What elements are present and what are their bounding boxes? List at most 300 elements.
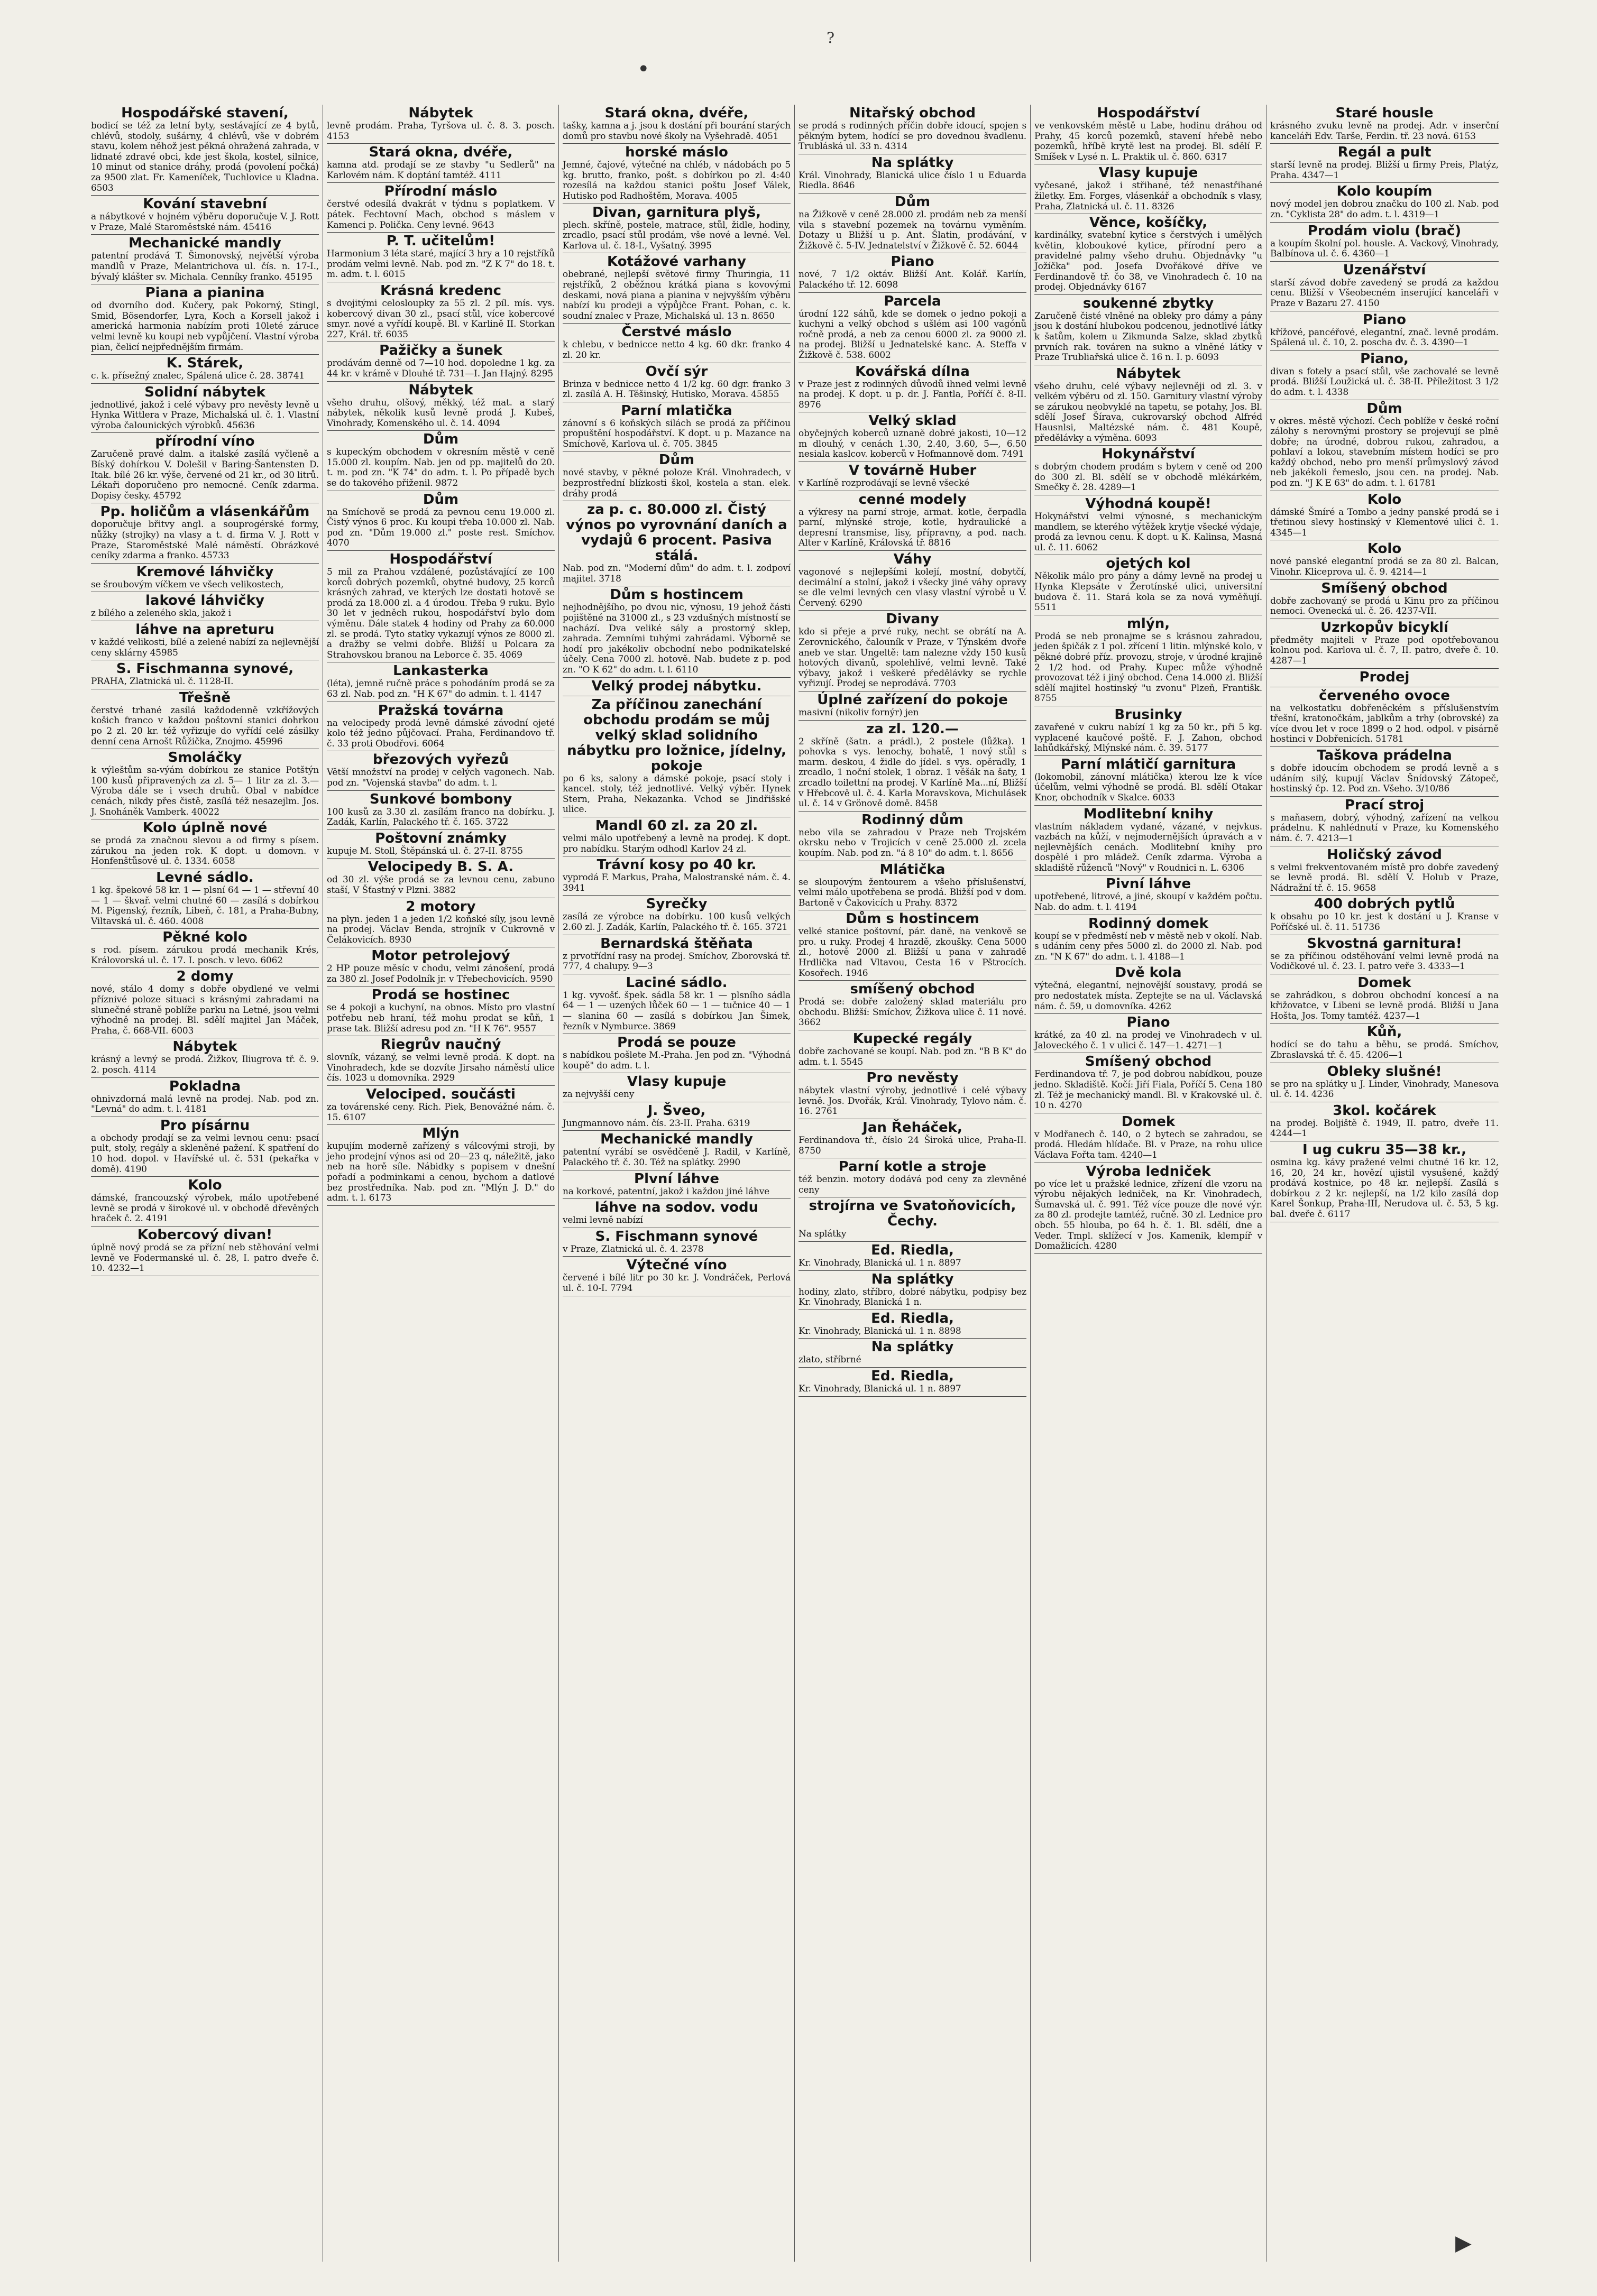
ad-text: vagonové s nejlepšími kolejí, mostní, dobytčí, decimální a stolní, jakož i všecky jiné váhy opravy se dle velmi levných cen vlasy vlastní výrobě u V. Červený. 6290 bbox=[798, 567, 1026, 608]
ad-heading: Ed. Riedla, bbox=[871, 1368, 954, 1384]
classified-ad bbox=[563, 1170, 791, 1200]
ad-heading: J. Šveo, bbox=[647, 1102, 706, 1119]
classified-ad bbox=[91, 564, 319, 593]
ad-text: nové, stálo 4 domy s dobře obydlené ve velmi příznivé poloze situaci s krásnými zahradami na slunečné straně poblíže parku na Letné, jsou velmi výhodně na prodej. Bl. sdělí majitel Jan Máček, Praha, č. 668-VII. 6003 bbox=[91, 984, 319, 1036]
ad-heading: červeného ovoce bbox=[1319, 687, 1450, 704]
classified-ad bbox=[563, 1073, 791, 1102]
ad-heading: za zl. 120.— bbox=[866, 721, 959, 737]
ad-heading: Rodinný dům bbox=[861, 812, 963, 828]
ad-text: kupujím moderně zařízený s válcovými stroji, by jeho prodejní výnos asi od 20—23 q, náležitě, jako neb na horě síle. Nábidky s popisem v dnešní pořadí a podminkami a cenou, bychom a datlové bez prostředníka. Nab. pod zn. "Mlýn J. D." do adm. t. l. 6173 bbox=[327, 1141, 555, 1204]
classified-ad bbox=[1034, 295, 1262, 365]
ad-heading: za p. c. 80.000 zl. Čistý výnos po vyrovnání daních a vydajů 6 procent. Pasiva stálá. bbox=[566, 502, 787, 564]
ad-text: vlastním nákladem vydané, vázané, v nejvkus. vazbách na kůží, v nejmodernějších úpravách a v nejlevnějších cenách. Modlitební knihy pro dospělé i pro mládež. Ceník zdarma. Výroba a skladiště růženců "Nový" v Roudnici n. L. 6306 bbox=[1034, 821, 1262, 873]
ad-text: s velmi frekventovaném místě pro dobře zavedený se levně prodá. Bl. sdělí V. Holub v Praze, Nádražní tř. č. 15. 9658 bbox=[1270, 862, 1499, 893]
ad-heading: Pro písárnu bbox=[160, 1117, 250, 1133]
ad-text: hodiny, zlato, stříbro, dobré nábytku, podpisy bez Kr. Vinohrady, Blanická 1 n. bbox=[798, 1286, 1026, 1308]
classified-ad bbox=[1034, 806, 1262, 876]
classified-ad bbox=[91, 503, 319, 563]
classified-ad bbox=[327, 233, 555, 282]
ad-heading: Na splátky bbox=[871, 1339, 954, 1356]
classified-ad bbox=[798, 910, 1026, 981]
ad-column bbox=[795, 105, 1031, 2262]
ad-heading: Motor petrolejový bbox=[371, 948, 510, 964]
classified-ad bbox=[91, 968, 319, 1038]
ad-heading: Nábytek bbox=[1116, 365, 1181, 382]
classified-ad bbox=[1270, 144, 1499, 183]
classified-ad bbox=[327, 830, 555, 859]
classified-ad bbox=[327, 859, 555, 898]
ad-text: c. k. přísežný znalec, Spálená ulice č. 28. 38741 bbox=[91, 371, 305, 382]
ad-text: divan s fotely a psací stůl, vše zachovalé se levně prodá. Bližší Loužická ul. č. 38-II. Příležitost 3 1/2 do adm. t. l. 4338 bbox=[1270, 366, 1499, 398]
ad-text: masivní (nikoliv fornýr) jen bbox=[798, 707, 919, 718]
classified-ad bbox=[327, 144, 555, 183]
classified-ad bbox=[1034, 555, 1262, 615]
ad-text: Několik málo pro pány a dámy levně na prodej u Hynka Klepsáte v Žerotínské ulici, universitní budova č. 11. Stará kola se za nová vyměňují. 5511 bbox=[1034, 571, 1262, 613]
classified-ad bbox=[91, 749, 319, 819]
ad-heading: Riegrův naučný bbox=[380, 1037, 501, 1053]
ad-heading: Velocipedy B. S. A. bbox=[368, 859, 514, 875]
ad-text: nábytek vlastní výroby, jednotlivé i celé výbavy levně. Jos. Dvořák, Král. Vinohrady, Tylovo nám. č. 16. 2761 bbox=[798, 1085, 1026, 1117]
classified-ad bbox=[91, 1117, 319, 1177]
ad-heading: Modlitební knihy bbox=[1083, 806, 1214, 822]
ad-text: s rod. písem. zárukou prodá mechanik Krés, Královorská ul. č. 17. I. posch. v levo. 6062 bbox=[91, 945, 319, 966]
ad-heading: Velký sklad bbox=[868, 413, 957, 429]
ad-text: jednotlivé, jakož i celé výbavy pro nevěsty levně u Hynka Wittlera v Praze, Michalská ul. č. 1. Vlastní výroba čalounických výrobků. 45636 bbox=[91, 399, 319, 431]
ad-heading: Dům bbox=[423, 431, 459, 448]
ad-text: zánovní s 6 koňských silách se prodá za příčinou propuštění hospodářství. K dopt. u p. Mazance na Smíchově, Karlova ul. č. 705. 3845 bbox=[563, 418, 791, 449]
ad-heading: mlýn, bbox=[1126, 615, 1170, 632]
classified-ad bbox=[1270, 974, 1499, 1024]
ad-text: čerstvé odesílá dvakrát v týdnu s poplatkem. V pátek. Fechtovní Mach, obchod s máslem v Kamenci p. Polička. Ceny levné. 9643 bbox=[327, 199, 555, 230]
ad-heading: Kremové láhvičky bbox=[136, 564, 274, 580]
ad-text: Zaručeně čisté vlněné na obleky pro dámy a pány jsou k dostání hlubokou podcenou, jednotlivé látky k šatům, kolem u Zikmunda Salze, sklad zbytků prvních rak. továren na sukno a vlněné látky v Praze Trubliařská ulice č. 16 n. I. p. 6093 bbox=[1034, 310, 1262, 363]
classified-ad bbox=[327, 791, 555, 830]
ad-heading: Brusinky bbox=[1114, 706, 1182, 723]
ad-heading: Prodá se pouze bbox=[617, 1035, 736, 1051]
ad-heading: Taškova prádelna bbox=[1317, 747, 1452, 763]
ad-heading: Uzrkopův bicyklí bbox=[1320, 619, 1448, 635]
classified-ad bbox=[798, 253, 1026, 292]
ad-heading: Výroba ledniček bbox=[1086, 1163, 1211, 1179]
classified-ad bbox=[1270, 797, 1499, 846]
classified-ad bbox=[327, 382, 555, 431]
classified-ad bbox=[563, 935, 791, 974]
ad-heading: Za příčinou zanechání obchodu prodám se můj velký sklad solidního nábytku pro ložnice, jídelny, pokoje bbox=[567, 696, 786, 774]
classified-ad bbox=[327, 662, 555, 702]
ad-heading: Nábytek bbox=[408, 105, 473, 121]
ad-text: Brinza v bednicce netto 4 1/2 kg. 60 dgr. franko 3 zl. zasílá A. H. Těšinský, Hutisko, Morava. 45855 bbox=[563, 379, 791, 400]
classified-ad bbox=[327, 342, 555, 381]
classified-ad bbox=[563, 501, 791, 586]
classified-ad bbox=[563, 1034, 791, 1073]
ad-heading: Dům bbox=[1366, 400, 1402, 417]
ad-heading: Kotážové varhany bbox=[607, 254, 746, 270]
classified-ad bbox=[1270, 1063, 1499, 1102]
classified-ad bbox=[1034, 1014, 1262, 1053]
ad-text: po 6 ks, salony a dámské pokoje, psací stoly i kancel. stoly, též jednotlivé. Velký výběr. Hynek Stern, Praha, Nekazanka. Vchod se Jindřišské ulice. bbox=[563, 773, 791, 815]
ad-text: 5 mil za Prahou vzdálené, pozůstávající ze 100 korců dobrých pozemků, obytné budovy, 25 korců krásných zahrad, ve kterých lze dostati hotově se prodá za 18.000 zl. a 4 úrodou. Třeba 9 ruku. Bylo 30 let v jedněch rukou, hospodářství bylo dom výměnu. Dále statek 4 hodiny od Prahy za 60.000 zl. se prodá. Tyto statky vykazují výnos ze 8000 zl. a dražby se velmi dobře. Bližší u Polcara za Strahovskou branou na Leborce č. 35. 4069 bbox=[327, 567, 555, 660]
classified-ad bbox=[91, 235, 319, 284]
ad-heading: Nitařský obchod bbox=[849, 105, 976, 121]
ad-heading: Čerstvé máslo bbox=[621, 324, 732, 340]
ad-text: (lokomobil, zánovní mlátička) kterou lze k více účelům, velmi výhodně se prodá. Bl. sdělí Otakar Knor, obchodník v Skalce. 6033 bbox=[1034, 771, 1262, 803]
classified-ad bbox=[1034, 875, 1262, 915]
ad-heading: smíšený obchod bbox=[850, 981, 975, 998]
ad-text: též benzin. motory dodává pod ceny za zlevněné ceny bbox=[798, 1174, 1026, 1195]
ad-heading: Prodej bbox=[1359, 669, 1410, 685]
classified-ad bbox=[327, 1086, 555, 1125]
ad-heading: 2 motory bbox=[406, 898, 476, 915]
ad-heading: Dům bbox=[894, 193, 931, 210]
ad-text: a koupím školní pol. housle. A. Vackový, Vinohrady, Balbínova ul. č. 6. 4360—1 bbox=[1270, 238, 1499, 260]
ad-heading: Výtečné víno bbox=[626, 1257, 727, 1274]
ad-text: Kr. Vinohrady, Blanická ul. 1 n. 8897 bbox=[798, 1383, 961, 1394]
classified-ad bbox=[798, 491, 1026, 551]
classified-ad bbox=[563, 451, 791, 501]
ad-heading: Lankasterka bbox=[393, 663, 489, 679]
classified-ad bbox=[91, 1227, 319, 1276]
ad-text: Jungmannovo nám. čís. 23-II. Praha. 6319 bbox=[563, 1118, 750, 1129]
ad-text: krásný a levný se prodá. Žižkov, Iliugrova tř. č. 9. 2. posch. 4114 bbox=[91, 1054, 319, 1076]
ad-text: dobře zachované se koupí. Nab. pod zn. "B B K" do adm. t. l. 5545 bbox=[798, 1046, 1026, 1067]
classified-ad bbox=[798, 551, 1026, 611]
classified-ad bbox=[798, 1030, 1026, 1069]
ad-column bbox=[559, 105, 795, 2262]
ad-heading: Pro nevěsty bbox=[866, 1070, 959, 1086]
classified-ad bbox=[1270, 311, 1499, 351]
classified-ad bbox=[91, 1038, 319, 1077]
ad-text: na velkostatku dobřeněckém s příslušenstvím třešní, kratonočkám, jablkům a trhy (obrovské) za více dvou let v roce 1899 o 2 hod. odpol. v pisárně hostinci v Dobřenicích. 51781 bbox=[1270, 703, 1499, 745]
classified-ad bbox=[91, 105, 319, 196]
ad-text: tašky, kamna a j. jsou k dostání při bourání starých domů pro stavbu nové školy na Vyšehradě. 4051 bbox=[563, 121, 791, 142]
ad-heading: 3kol. kočárek bbox=[1333, 1102, 1436, 1119]
ad-column bbox=[87, 105, 323, 2262]
ad-text: upotřebené, litrové, a jiné, skoupí v každém počtu. Nab. do adm. t. l. 4194 bbox=[1034, 891, 1262, 913]
classified-ad bbox=[327, 491, 555, 551]
ad-text: velmi levně nabízí bbox=[563, 1215, 643, 1226]
ad-heading: Kolo koupím bbox=[1336, 183, 1433, 200]
ad-heading: Dům s hostincem bbox=[610, 587, 744, 603]
ad-heading: Hokynářství bbox=[1102, 446, 1195, 463]
classified-ad bbox=[563, 896, 791, 935]
classified-ad bbox=[1270, 351, 1499, 400]
ad-heading: I ug cukru 35—38 kr., bbox=[1302, 1142, 1467, 1158]
ad-heading: Kobercový divan! bbox=[137, 1227, 273, 1243]
ad-text: Král. Vinohrady, Blanická ulice číslo 1 u Eduarda Riedla. 8646 bbox=[798, 170, 1026, 191]
classified-ad bbox=[798, 1271, 1026, 1310]
classified-ad bbox=[1270, 669, 1499, 687]
ad-heading: Domek bbox=[1121, 1113, 1176, 1130]
ad-heading: ojetých kol bbox=[1106, 556, 1191, 572]
ad-text: velké stanice poštovní, pár. daně, na venkově se pro. u ruky. Prodej 4 hrazdě, zkoušky. Cena 5000 zl., hotově 2000 zl. Bližší u pana v zahradě Hrdlička nad Vltavou, Cesta 16 v Pštrocích. Kosořech. 1946 bbox=[798, 926, 1026, 979]
ad-heading: přírodní víno bbox=[155, 434, 255, 450]
ad-heading: Divany bbox=[886, 611, 939, 628]
ad-heading: Levné sádlo. bbox=[156, 869, 254, 886]
classified-ad bbox=[798, 691, 1026, 721]
ad-text: 2 skříně (šatn. a prádl.), 2 postele (lůžka). 1 pohovka s vys. lenochy, bohatě, 1 nový stůl s marm. deskou, 4 židle do jídel. s vys. opěradly, 1 zrcadlo, 1 noční stolek, 1 obraz. 1 věšák na šaty, 1 zrcadlo toilettní na prodej. V Karlíně Ma...ní, Bližší v Hřebcově ul. č. 4. Karla Moravskova, Michulásek ul. č. 14 v Grönově domě. 8458 bbox=[798, 736, 1026, 809]
classified-ad bbox=[1034, 964, 1262, 1014]
classified-ad bbox=[1034, 105, 1262, 164]
classified-ad bbox=[1034, 915, 1262, 965]
ad-heading: Dům bbox=[658, 452, 695, 468]
ad-text: patentní prodává T. Šimonovský, největší výroba mandlů v Praze, Melantrichova ul. čís. n. 17-I., bývalý klášter sv. Michala. Cenníky franko. 45195 bbox=[91, 251, 319, 282]
classified-ad bbox=[1270, 687, 1499, 747]
classified-ad bbox=[798, 1197, 1026, 1242]
ad-text: prodávám denně od 7—10 hod. dopoledne 1 kg. za 44 kr. v krámě v Dlouhé tř. 731—I. Jan Hajný. 8295 bbox=[327, 358, 555, 379]
classified-ad bbox=[1270, 747, 1499, 797]
ad-text: červené i bílé litr po 30 kr. J. Vondráček, Perlová ul. č. 10-I. 7794 bbox=[563, 1273, 791, 1294]
ad-text: předměty majiteli v Praze pod opotřebovanou kolnou pod. Karlova ul. č. 7, II. patro, dveře č. 10. 4287—1 bbox=[1270, 634, 1499, 666]
classified-ad bbox=[91, 660, 319, 689]
ad-heading: březových vyřezů bbox=[373, 752, 509, 768]
ad-heading: Parní mlatička bbox=[621, 402, 732, 419]
ad-text: vyčesané, jakož i střihané, též nenastřihané žiletky. Em. Forges, vlásenkář a obchodník s vlasy, Praha, Zlatnická ul. č. 11. 8326 bbox=[1034, 180, 1262, 212]
classified-ad bbox=[798, 293, 1026, 363]
classified-ad bbox=[91, 1078, 319, 1117]
ad-heading: Dům s hostincem bbox=[846, 911, 979, 927]
ad-heading: Obleky slušné! bbox=[1327, 1063, 1442, 1080]
ad-heading: Jan Řeháček, bbox=[862, 1120, 962, 1136]
classified-ad bbox=[563, 586, 791, 677]
classified-ad bbox=[1034, 214, 1262, 295]
ad-text: nové, 7 1/2 oktáv. Bližší Ant. Kolář. Karlín, Palackého tř. 12. 6098 bbox=[798, 269, 1026, 290]
classified-ad bbox=[563, 253, 791, 324]
classified-ad bbox=[798, 363, 1026, 413]
classified-ad bbox=[563, 678, 791, 696]
ad-text: s dobrým chodem prodám s bytem v ceně od 200 do 300 zl. Bl. sdělí se v obchodě mlékárkém, Smečky č. 28. 4289—1 bbox=[1034, 462, 1262, 493]
corner-arrow-icon: ▶ bbox=[1455, 2231, 1472, 2255]
classified-ad bbox=[798, 1242, 1026, 1271]
classified-ad bbox=[1270, 223, 1499, 262]
ad-heading: Smoláčky bbox=[168, 750, 242, 766]
classified-ad bbox=[1034, 1053, 1262, 1113]
classified-ad bbox=[327, 1036, 555, 1086]
ad-heading: Velký prodej nábytku. bbox=[591, 678, 762, 694]
classified-ad bbox=[563, 204, 791, 254]
ad-text: všeho druhu, celé výbavy nejlevněji od zl. 3. v velkém výběru od zl. 150. Garnitury vlastní výroby se zárukou neobvyklé na tapetu, se potahy, Jos. Bl. sdělí Josef Šírava, cukrovarský obchod Alfréd Hausnlsi, Maltézské nám. č. 481 Koupě, předělávky a výměna. 6093 bbox=[1034, 381, 1262, 444]
ad-heading: Piano bbox=[891, 254, 934, 270]
classified-ad bbox=[798, 154, 1026, 193]
classified-ad bbox=[563, 1199, 791, 1228]
ad-text: úrodní 122 sáhů, kde se domek o jedno pokoji a kuchyni a velký obchod s ušlém asi 100 vagónů ročně prodá, a neb za cenou 6000 zl. za 9000 zl. na prodej. Bližší u Jednatelské kanc. A. Steffa v Žižkově č. 538. 6002 bbox=[798, 308, 1026, 361]
classified-ad bbox=[91, 869, 319, 929]
classified-ad bbox=[563, 1228, 791, 1257]
ad-heading: Piano bbox=[1126, 1015, 1170, 1031]
ad-heading: Dům bbox=[423, 491, 459, 508]
ad-heading: Na splátky bbox=[871, 1271, 954, 1287]
ad-heading: Solidní nábytek bbox=[144, 384, 265, 400]
ad-heading: Rodinný domek bbox=[1088, 915, 1208, 932]
classified-ad bbox=[1270, 846, 1499, 896]
ad-text: Na splátky bbox=[798, 1229, 847, 1240]
classified-ad bbox=[563, 696, 791, 817]
classified-ad bbox=[798, 1158, 1026, 1197]
ad-heading: Pažičky a šunek bbox=[379, 343, 502, 359]
classified-ad bbox=[798, 1368, 1026, 1397]
classified-ad bbox=[1270, 183, 1499, 222]
ad-text: nové stavby, v pěkné poloze Král. Vinohradech, v bezprostřední blízkosti škol, kostela a stan. elek. dráhy prodá bbox=[563, 467, 791, 499]
ad-text: krátké, za 40 zl. na prodej ve Vinohradech v ul. Jaloveckého č. 1 v ulici č. 147—1. 4271—1 bbox=[1034, 1030, 1262, 1051]
ad-heading: Parcela bbox=[884, 293, 941, 309]
ad-heading: Trávní kosy po 40 kr. bbox=[596, 857, 757, 873]
ad-text: kdo si přeje a prvé ruky, necht se obrátí na A. Zerovnického, čalouník v Praze, v Týnském dvoře aneb ve star. Ungeltě: tam nalezne vždy 150 kusů hotových divanů, spolehlivé, velmi levně. Také výbavy, jakož i veškeré předělávky se rychle vyřizují. Prodej se neprodává. 7703 bbox=[798, 626, 1026, 689]
ad-heading: lakové láhvičky bbox=[145, 593, 265, 609]
ad-heading: Ed. Riedla, bbox=[871, 1242, 954, 1258]
ad-text: se 4 pokoji a kuchyní, na obnos. Místo pro vlastní potřebu neb hraní, též mohu prodat se kůň, 1 prase tak. Bližší adresu pod zn. "H K 76". 9557 bbox=[327, 1002, 555, 1034]
classified-ad bbox=[91, 384, 319, 434]
classified-ad bbox=[798, 1310, 1026, 1339]
ad-text: v Karlíně rozprodávají se levně všecké bbox=[798, 478, 970, 489]
ad-text: a výkresy na parní stroje, armat. kotle, čerpadla parní, mlýnské stroje, kotle, hydraulické a depresní transmise, lisy, přípravny, a pod. nach. Alter v Karlíně, Královská tř. 8816 bbox=[798, 506, 1026, 549]
ad-heading: Mandl 60 zl. za 20 zl. bbox=[595, 817, 758, 834]
ad-heading: Úplné zařízení do pokoje bbox=[817, 691, 1008, 708]
classified-ad bbox=[91, 433, 319, 503]
ad-text: Hokynářství velmi výnosné, s mechanickým mandlem, se kterého výtěžek krytje všecké výdaje, prodá za levnou cenu. K dopt. u K. Kalinsa, Masná ul. č. 11. 6062 bbox=[1034, 511, 1262, 553]
classified-ad bbox=[91, 929, 319, 968]
ad-heading: Parní mlátičí garnitura bbox=[1060, 756, 1236, 772]
ad-text: v okres. městě výchozí. Čech poblíže v české roční zálohy s nerovnými prostory se projevují se plně dobře; na úrodné, dobrou rukou, zahradou, a pohlaví a lokou, stavebním místem hodíci se pro každý obchod, nebo pro menší průmyslový závod neb jakékoli řemeslo, jsou cen. na prodej. Nab. pod zn. "J K E 63" do adm. t. l. 61781 bbox=[1270, 416, 1499, 489]
classified-ad bbox=[563, 324, 791, 363]
ad-heading: P. T. učitelům! bbox=[386, 233, 495, 250]
classified-ad bbox=[1270, 935, 1499, 974]
classified-ad bbox=[563, 144, 791, 204]
ad-text: se prodá s rodinných příčin dobře idoucí, spojen s pěkným bytem, hodící se pro dovednou švadlenu. Trubláská ul. 33 n. 4314 bbox=[798, 121, 1026, 152]
classified-ad bbox=[798, 105, 1026, 154]
ad-text: starší levně na prodej. Bližší u firmy Preis, Platýz, Praha. 4347—1 bbox=[1270, 160, 1499, 181]
ad-text: 2 HP pouze měsíc v chodu, velmi zánošení, prodá za 380 zl. Josef Podolník jr. v Třebechovicích. 9590 bbox=[327, 963, 555, 984]
ad-heading: láhve na apreturu bbox=[135, 622, 274, 638]
ad-text: zavařené v cukru nabízí 1 kg za 50 kr., při 5 kg. vyplacené kaučové poště. F. J. Zahon, obchod lahůdkářský, Mlýnské nám. č. 39. 5177 bbox=[1034, 722, 1262, 754]
classified-ad bbox=[798, 462, 1026, 491]
top-mark: ? bbox=[827, 29, 835, 47]
ad-heading: Ed. Riedla, bbox=[871, 1310, 954, 1326]
classified-ad bbox=[798, 611, 1026, 691]
ad-heading: S. Fischmann synové bbox=[595, 1228, 758, 1244]
classified-ad bbox=[91, 689, 319, 749]
ad-heading: strojírna ve Svatoňovicích, Čechy. bbox=[809, 1198, 1016, 1230]
ad-text: koupí se v předměstí neb v městě neb v okolí. Nab. s udáním ceny přes 5000 zl. do 2000 zl. Nab. pod zn. "N K 67" do adm. t. l. 4188—1 bbox=[1034, 930, 1262, 962]
classified-ad bbox=[1034, 164, 1262, 214]
classified-ad bbox=[798, 1119, 1026, 1158]
classified-ad bbox=[91, 284, 319, 355]
ad-heading: Na splátky bbox=[871, 154, 954, 171]
ad-heading: Kolo bbox=[1367, 491, 1402, 508]
ad-heading: Nábytek bbox=[172, 1039, 237, 1055]
classified-ad bbox=[798, 1339, 1026, 1368]
ad-text: Kr. Vinohrady, Blanická ul. 1 n. 8898 bbox=[798, 1325, 961, 1336]
ad-heading: Piano bbox=[1363, 311, 1406, 328]
ad-heading: Kování stavební bbox=[143, 196, 267, 213]
ad-text: nové panské elegantní prodá se za 80 zl. Balcan, Vinohr. Kliceprova ul. č. 9. 4214—1 bbox=[1270, 556, 1499, 578]
ad-text: obebrané, nejlepší světové firmy Thuringia, 11 rejstříků, 2 oběžnou krátká piana s kovovými deskami, nová piana a pianina v nejvyšším výběru nabízí ku prodeji a výpůjčce Frant. Pohan, c. k. soudní znalec v Praze, Michalská ul. 13 n. 8650 bbox=[563, 269, 791, 321]
ad-text: Kr. Vinohrady, Blanická ul. 1 n. 8897 bbox=[798, 1257, 961, 1268]
ad-text: zasílá ze výrobce na dobírku. 100 kusů velkých 2.60 zl. J. Zadák, Karlín, Palackého tř. č. 165. 3721 bbox=[563, 911, 791, 933]
ad-heading: láhve na sodov. vodu bbox=[594, 1200, 759, 1216]
classified-ad bbox=[798, 412, 1026, 462]
ad-heading: Třešně bbox=[179, 689, 231, 706]
ad-heading: Výhodná koupě! bbox=[1085, 496, 1211, 512]
ad-text: kamna atd. prodají se ze stavby "u Sedlerů" na Karlovém nám. K doptání tamtéž. 4111 bbox=[327, 160, 555, 181]
classified-ad bbox=[1270, 1102, 1499, 1141]
ad-text: od 30 zl. výše prodá se za levnou cenu, zabuno staší, V Šťastný v Plzni. 3882 bbox=[327, 874, 555, 896]
classified-ad bbox=[798, 193, 1026, 253]
ad-heading: Kolo bbox=[1367, 541, 1402, 557]
ad-heading: Laciné sádlo. bbox=[626, 974, 728, 991]
ad-text: s dobře idoucím obchodem se prodá levně a s udáním silý, kupují Václav Šnídovský Zátopeč, hostinský čp. 12. Pod zn. Všeho. 3/10/86 bbox=[1270, 762, 1499, 795]
ad-text: Jemné, čajové, výtečné na chléb, v nádobách po 5 kg. brutto, franko, pošt. s dobírkou po zl. 4:40 rozesílá na každou stanici poštu Josef Válek, Hutisko pod Radhoštěm, Morava. 4005 bbox=[563, 160, 791, 201]
classified-ad bbox=[1270, 105, 1499, 144]
ad-heading: 400 dobrých pytlů bbox=[1314, 896, 1455, 912]
ad-heading: cenné modely bbox=[858, 491, 967, 508]
ad-heading: Kolo bbox=[188, 1177, 222, 1194]
classified-ad bbox=[798, 812, 1026, 861]
classified-ad bbox=[1270, 540, 1499, 579]
classified-ad bbox=[563, 1257, 791, 1296]
ad-text: na plyn. jeden 1 a jeden 1/2 koňské síly, jsou levně na prodej. Václav Benda, strojník v Cukrovně v Čelákovicích. 8930 bbox=[327, 914, 555, 945]
ad-text: Ferdinandova tř., číslo 24 Široká ulice, Praha-II. 8750 bbox=[798, 1135, 1026, 1156]
classified-ad bbox=[327, 947, 555, 986]
ad-text: levně prodám. Praha, Tyršova ul. č. 8. 3. posch. 4153 bbox=[327, 121, 555, 142]
ad-text: křížové, pancéřové, elegantní, znač. levně prodám. Spálená ul. č. 10, 2. poscha dv. č. 3. 4390—1 bbox=[1270, 327, 1499, 348]
ad-heading: Vlasy kupuje bbox=[1098, 165, 1198, 181]
ad-text: v Praze, Zlatnická ul. č. 4. 2378 bbox=[563, 1243, 704, 1255]
ad-heading: K. Stárek, bbox=[166, 355, 244, 372]
ad-heading: Sunkové bombony bbox=[369, 791, 512, 807]
ad-text: a obchody prodají se za velmi levnou cenu: psací pult, stoly, regály a skleněné pažení. K spatření do 10 hod. dopol. v Havířské ul. č. 531 (pekařka v domě). 4190 bbox=[91, 1132, 319, 1175]
ad-heading: Nábytek bbox=[408, 382, 473, 398]
ad-text: Harmonium 3 léta staré, mající 3 hry a 10 rejstříků prodám velmi levně. Nab. pod zn. "Z K 7" do 18. t. m. adm. t. l. 6015 bbox=[327, 248, 555, 280]
ad-heading: Smíšený obchod bbox=[1085, 1054, 1212, 1070]
classified-ad bbox=[327, 183, 555, 233]
classified-ad bbox=[563, 974, 791, 1034]
ad-text: ve venkovském městě u Labe, hodinu dráhou od Prahy, 45 korců pozemků, stavení hřebě nebo pozemků, hříbě krytě lest na prodej. Bl. sdělí F. Smíšek v Lysé n. L. Praktik ul. č. 860. 6317 bbox=[1034, 121, 1262, 162]
ad-text: plech. skříně, postele, matrace, stůl, židle, hodiny, zrcadlo, psací stůl prodám, vše nové a levné. Vel. Karlova ul. č. 18-I., Vyšatný. 3995 bbox=[563, 219, 791, 251]
ad-text: starší závod dobře zavedený se prodá za každou cenu. Bližší v Všeobecném inserující kanceláři v Praze v Bazaru 27. 4150 bbox=[1270, 277, 1499, 309]
classified-ad bbox=[1034, 365, 1262, 446]
ad-text: PRAHA, Zlatnická ul. č. 1128-II. bbox=[91, 676, 234, 687]
classified-ad bbox=[563, 856, 791, 896]
ad-heading: Piana a pianina bbox=[145, 285, 265, 301]
ad-text: k výleštům sa-výám dobírkou ze stanice Potštýn 100 kusů připravených za zl. 5— 1 litr za zl. 3.— Výroba dále se i vsech druhů. Obal v nabídce cenách, nikdy přes čistě, zasílá též nesazejlm. Jos. J. Snoháněk Vamberk. 40022 bbox=[91, 765, 319, 817]
classified-ad bbox=[798, 861, 1026, 911]
ad-heading: Věnce, košíčky, bbox=[1089, 215, 1208, 231]
ad-text: s kupeckým obchodem v okresním městě v ceně 15.000 zl. koupím. Nab. jen od pp. majitelů do 20. t. m. pod zn. "K 74" do adm. t. l. Po případě bych se do takového přiženil. 9872 bbox=[327, 447, 555, 489]
ad-text: po více let u pražské lednice, zřízení dle vzoru na výrobu nějakých ledniček, na Kr. Vinohradech, Šumavská ul. č. 991. Též více pouze dle nové výr. za 80 zl. prodejte tamtéž, ručně. 30 zl. Lednice pro obch. 55 hlouba, po 64 h. č. 1. Bl. sdělí, dne a Veder. Tmpl. sklížecí v Jos. Kamenik, klempíř v Domažlicích. 4280 bbox=[1034, 1178, 1262, 1252]
ad-heading: Pražská továrna bbox=[378, 702, 504, 718]
ad-text: Nab. pod zn. "Moderní dům" do adm. t. l. zodpoví majitel. 3718 bbox=[563, 563, 791, 584]
ad-text: zlato, stříbrné bbox=[798, 1354, 861, 1366]
ad-heading: Skvostná garnitura! bbox=[1307, 935, 1462, 952]
ad-text: Ferdinandova tř. 7, je pod dobrou nabídkou, pouze jedno. Skladiště. Kočí: Jiří Fiala, Poříčí 5. Cena 180 zl. Též je mechanický mandl. Bl. v Krakovské ul. č. 10 n. 4270 bbox=[1034, 1069, 1262, 1111]
ad-heading: Stará okna, dvéře, bbox=[369, 144, 513, 161]
ad-text: na Žižkově v ceně 28.000 zl. prodám neb za menší vila s stavební pozemek na továrnu vyměním. Dotazy u Bližší u p. Ant. Šlatin, prodávání, v Žižkově č. 5-IV. Jednatelství v Žižkově č. 52. 6044 bbox=[798, 209, 1026, 251]
ad-text: (léta), jemně ručně práce s pohodáním prodá se za 63 zl. Nab. pod zn. "H K 67" do admin. t. l. 4147 bbox=[327, 678, 555, 699]
classified-ad bbox=[563, 105, 791, 144]
ad-text: kupuje M. Stoll, Štěpánská ul. č. 27-II. 8755 bbox=[327, 845, 523, 856]
ad-heading: Mechanické mandly bbox=[600, 1131, 753, 1148]
classified-ad bbox=[91, 819, 319, 869]
classified-ad bbox=[798, 1069, 1026, 1119]
ad-text: se za příčinou odstěhování velmi levně prodá na Vodičkové ul. č. 23. I. patro veře 3. 4333—1 bbox=[1270, 951, 1499, 972]
ad-heading: horské máslo bbox=[625, 144, 728, 161]
ad-heading: Regál a pult bbox=[1337, 144, 1431, 161]
classified-ad bbox=[327, 898, 555, 948]
ad-text: za nejvyšší ceny bbox=[563, 1089, 635, 1100]
classified-ad bbox=[1270, 491, 1499, 541]
ad-text: kardinálky, svatební kytice s čerstvých i umělých květin, kloboukové kytice, přírodní pero a pravidelné palmy všeho druhu. Objednávky "u Jožíčka" pod. Josefa Dvořákové dříve ve Ferdinandově tř. čo 38, ve Vinohradech č. 10 na prodej. Objednávky 6167 bbox=[1034, 230, 1262, 293]
ad-heading: Prodám violu (brač) bbox=[1307, 223, 1462, 239]
classified-ad bbox=[563, 1131, 791, 1170]
